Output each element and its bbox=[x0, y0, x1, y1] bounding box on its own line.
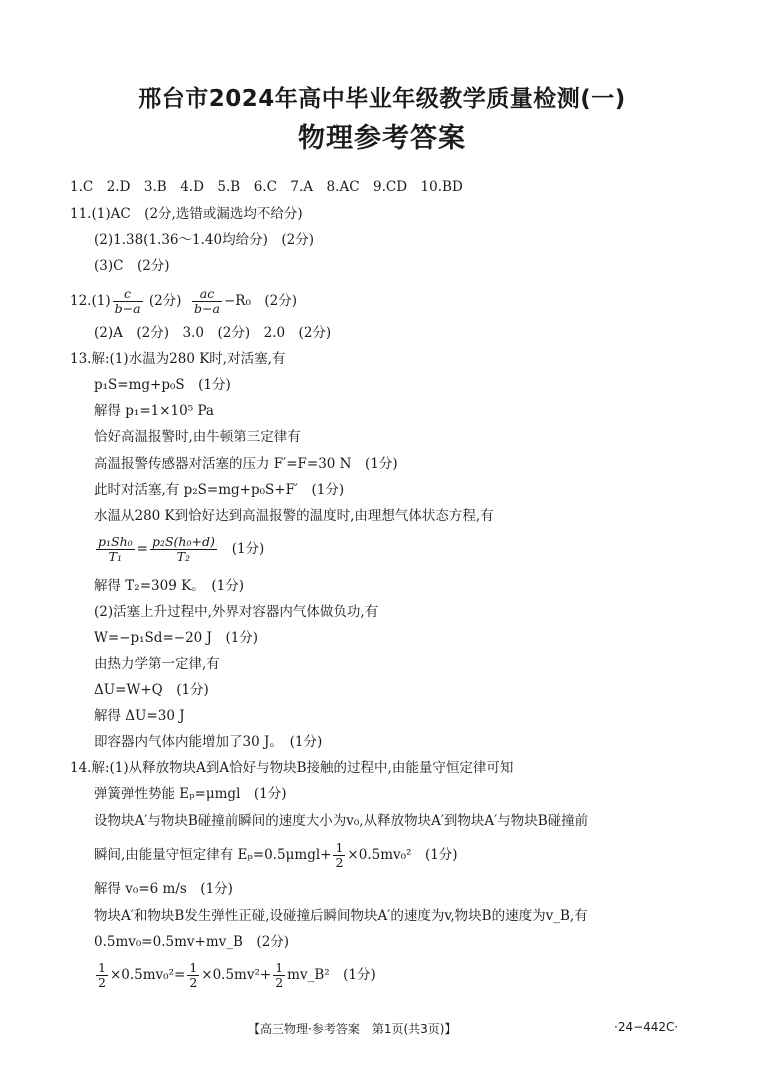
q14-line-4 bbox=[94, 838, 458, 872]
q13-left-denominator: T₁ bbox=[108, 549, 122, 564]
q13-line-13: ΔU=W+Q (1分) bbox=[94, 682, 209, 698]
q12-fraction-2-denominator: b−a bbox=[194, 301, 220, 316]
q14-eq-fraction-1-denominator: 2 bbox=[98, 975, 106, 990]
q13-line-2: p₁S=mg+p₀S (1分) bbox=[94, 377, 231, 393]
q12-line-2: (2)A (2分) 3.0 (2分) 2.0 (2分) bbox=[94, 325, 332, 341]
q13-gas-equation: $\frac{\text{p₁Sh₀}}{\text{T₁}}$ = $\frac{\text{p₂S(h₀+d)}}{\text{T₂}}$ (1分) bbox=[98, 534, 265, 564]
q13-line-1: 13.解:(1)水温为280 K时,对活塞,有 bbox=[70, 351, 286, 367]
q13-equation-score: (1分) bbox=[231, 541, 265, 557]
q14-half-numerator: 1 bbox=[335, 840, 344, 855]
q14-line-7: 0.5mv₀=0.5mv+mv_B (2分) bbox=[94, 934, 290, 950]
document-title: 邢台市2024年高中毕业年级教学质量检测(一) bbox=[138, 86, 626, 112]
page-footer: 【高三物理·参考答案 第1页(共3页)】 bbox=[248, 1022, 457, 1036]
q14-eq-fraction-2-denominator: 2 bbox=[189, 975, 198, 990]
q14-eq-fraction-3-numerator: 1 bbox=[275, 960, 284, 975]
q14-line-5: 解得 v₀=6 m/s (1分) bbox=[94, 881, 233, 897]
q14-eq-fraction-1-numerator: 1 bbox=[98, 960, 106, 975]
q13-line-5: 高温报警传感器对活塞的压力 F′=F=30 N (1分) bbox=[94, 456, 398, 472]
q12-tail: −R₀ (2分) bbox=[223, 293, 297, 309]
q12-fraction-2-numerator: ac bbox=[192, 287, 222, 302]
choice-answers: 1.C 2.D 3.B 4.D 5.B 6.C 7.A 8.AC 9.CD 10.BD bbox=[70, 179, 463, 195]
q13-line-11: W=−p₁Sd=−20 J (1分) bbox=[94, 630, 259, 646]
q12-fraction-2 bbox=[192, 287, 222, 316]
q14-line-2: 弹簧弹性势能 Eₚ=μmgl (1分) bbox=[94, 786, 287, 802]
q13-equation-right-fraction bbox=[150, 535, 217, 564]
q14-half-denominator: 2 bbox=[335, 855, 344, 870]
q12-line-1 bbox=[70, 285, 297, 317]
q14-line-6: 物块A′和物块B发生弹性正碰,设碰撞后瞬间物块A′的速度为v,物块B的速度为v_B,有 bbox=[94, 908, 588, 924]
q14-half-fraction bbox=[333, 841, 345, 870]
q14-line-4-tail: ×0.5mv₀² (1分) bbox=[347, 847, 458, 863]
q13-line-3: 解得 p₁=1×10⁵ Pa bbox=[94, 403, 214, 419]
q14-eq-part-c: mv_B² (1分) bbox=[287, 967, 376, 983]
q11-line-3: (3)C (2分) bbox=[94, 258, 170, 274]
q14-eq-fraction-3-denominator: 2 bbox=[275, 975, 284, 990]
q14-line-1: 14.解:(1)从释放物块A到A恰好与物块B接触的过程中,由能量守恒定律可知 bbox=[70, 760, 514, 776]
q13-line-4: 恰好高温报警时,由牛顿第三定律有 bbox=[94, 429, 301, 445]
document-subtitle: 物理参考答案 bbox=[298, 123, 466, 154]
q11-line-1: 11.(1)AC (2分,选错或漏选均不给分) bbox=[70, 206, 303, 222]
page-code: ·24−442C· bbox=[614, 1020, 679, 1034]
q14-eq-fraction-2 bbox=[187, 961, 199, 990]
q13-equation-left-fraction bbox=[96, 535, 135, 564]
q12-fraction-1 bbox=[113, 287, 143, 316]
q13-line-15: 即容器内气体内能增加了30 J。 (1分) bbox=[94, 734, 323, 750]
q13-right-numerator: p₂S(h₀+d) bbox=[151, 534, 215, 549]
q12-prefix: 12.(1) bbox=[70, 293, 111, 309]
q13-line-9: 解得 T₂=309 K。 (1分) bbox=[94, 578, 245, 594]
q13-line-7: 水温从280 K到恰好达到高温报警的温度时,由理想气体状态方程,有 bbox=[94, 508, 494, 524]
q11-line-2: (2)1.38(1.36～1.40均给分) (2分) bbox=[94, 232, 314, 248]
q14-eq-fraction-3 bbox=[273, 961, 285, 990]
q14-line-4-text: 瞬间,由能量守恒定律有 Eₚ=0.5μmgl+ bbox=[94, 847, 332, 863]
q13-line-14: 解得 ΔU=30 J bbox=[94, 708, 185, 724]
q12-fraction-1-numerator: c bbox=[113, 287, 143, 302]
q14-energy-equation bbox=[94, 958, 376, 992]
q14-line-3: 设物块A′与物块B碰撞前瞬间的速度大小为v₀,从释放物块A′到物块A′与物块B碰撞前 bbox=[94, 813, 589, 829]
q13-left-numerator: p₁Sh₀ bbox=[98, 534, 133, 549]
q14-eq-fraction-2-numerator: 1 bbox=[189, 960, 198, 975]
q14-eq-fraction-1 bbox=[96, 961, 108, 990]
q12-fraction-1-denominator: b−a bbox=[114, 301, 141, 316]
q13-right-denominator: T₂ bbox=[176, 549, 191, 564]
q14-eq-part-b: ×0.5mv²+ bbox=[201, 967, 272, 983]
q13-line-6: 此时对活塞,有 p₂S=mg+p₀S+F′ (1分) bbox=[94, 482, 345, 498]
q13-line-12: 由热力学第一定律,有 bbox=[94, 656, 220, 672]
q13-line-10: (2)活塞上升过程中,外界对容器内气体做负功,有 bbox=[94, 604, 379, 620]
q12-score-1: (2分) bbox=[148, 293, 182, 309]
q14-eq-part-a: ×0.5mv₀²= bbox=[109, 967, 186, 983]
